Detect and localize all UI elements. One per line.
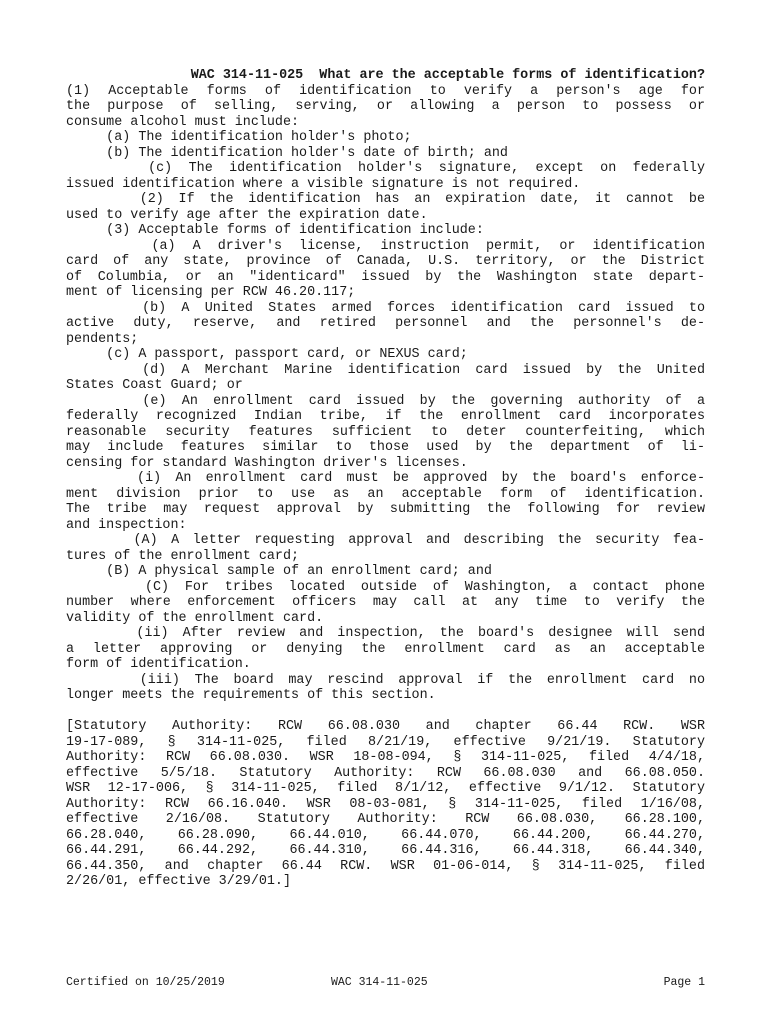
section-title: WAC 314-11-025 What are the acceptable forms of identification? <box>150 68 705 83</box>
body-line: a letter approving or denying the enrollment card as an acceptable <box>66 641 705 657</box>
page-footer <box>66 976 705 992</box>
body-line: (ii) After review and inspection, the board's designee will send <box>66 626 705 641</box>
history-line: Authority: RCW 66.08.030. WSR 18-08-094, § 314-11-025, filed 4/4/18, <box>66 750 705 765</box>
body-line: pendents; <box>66 331 139 347</box>
footer-section-id: WAC 314-11-025 <box>331 976 428 989</box>
body-line: (C) For tribes located outside of Washington, a contact phone <box>66 579 705 595</box>
body-line: The tribe may request approval by submitting the following for review <box>66 502 705 517</box>
body-line: the purpose of selling, serving, or allowing a person to possess or <box>66 99 705 114</box>
body-line: may include features similar to those used by the department of li- <box>66 440 705 455</box>
document-page <box>66 68 705 890</box>
body-line: active duty, reserve, and retired personnel and the personnel's de- <box>66 316 705 331</box>
section-body <box>66 84 705 704</box>
body-line: (b) The identification holder's date of birth; and <box>66 145 508 161</box>
body-line: tures of the enrollment card; <box>66 548 300 564</box>
body-line: number where enforcement officers may call at any time to verify the <box>66 595 705 610</box>
body-line: (c) The identification holder's signature, except on federally <box>66 161 705 176</box>
body-line: longer meets the requirements of this section. <box>66 688 436 703</box>
body-line: card of any state, province of Canada, U.S. territory, or the District <box>66 254 705 269</box>
body-line: (B) A physical sample of an enrollment card; and <box>66 564 492 579</box>
body-line: (a) A driver's license, instruction permit, or identification <box>66 238 705 254</box>
body-line: of Columbia, or an "identicard" issued by the Washington state depart- <box>66 269 705 285</box>
history-line: 2/26/01, effective 3/29/01.] <box>66 874 291 889</box>
body-line: (A) A letter requesting approval and describing the security fea- <box>66 533 705 548</box>
body-line: (i) An enrollment card must be approved by the board's enforce- <box>66 471 705 486</box>
body-line: (c) A passport, passport card, or NEXUS card; <box>66 347 468 362</box>
body-line: (2) If the identification has an expiration date, it cannot be <box>66 192 705 207</box>
statutory-history <box>66 719 705 890</box>
history-line: [Statutory Authority: RCW 66.08.030 and chapter 66.44 RCW. WSR <box>66 719 705 734</box>
body-line: (3) Acceptable forms of identification include: <box>66 223 484 238</box>
history-line: 19-17-089, § 314-11-025, filed 8/21/19, effective 9/21/19. Statutory <box>66 734 705 750</box>
page-number: Page 1 <box>663 976 705 989</box>
body-line: consume alcohol must include: <box>66 114 300 130</box>
body-line: (1) Acceptable forms of identification to verify a person's age for <box>66 83 705 99</box>
body-line: validity of the enrollment card. <box>66 610 324 626</box>
history-line: effective 2/16/08. Statutory Authority: RCW 66.08.030, 66.28.100, <box>66 812 705 827</box>
body-line: (b) A United States armed forces identification card issued to <box>66 300 705 316</box>
history-line: effective 5/5/18. Statutory Authority: RCW 66.08.030 and 66.08.050. <box>66 765 705 781</box>
certified-date: Certified on 10/25/2019 <box>66 976 225 989</box>
body-line: (a) The identification holder's photo; <box>66 130 412 145</box>
history-line: 66.44.291, 66.44.292, 66.44.310, 66.44.316, 66.44.318, 66.44.340, <box>66 843 705 858</box>
body-line: federally recognized Indian tribe, if the enrollment card incorporates <box>66 409 705 424</box>
body-line: ment division prior to use as an acceptable form of identification. <box>66 486 705 502</box>
body-line: form of identification. <box>66 657 251 672</box>
body-line: reasonable security features sufficient to deter counterfeiting, which <box>66 424 705 440</box>
body-line: and inspection: <box>66 517 187 533</box>
body-line: issued identification where a visible signature is not required. <box>66 176 581 192</box>
body-line: (d) A Merchant Marine identification card issued by the United <box>66 362 705 378</box>
paragraph-gap <box>66 704 705 720</box>
body-line: censing for standard Washington driver's licenses. <box>66 455 468 471</box>
body-line: (e) An enrollment card issued by the governing authority of a <box>66 393 705 409</box>
body-line: used to verify age after the expiration date. <box>66 207 428 223</box>
history-line: WSR 12-17-006, § 314-11-025, filed 8/1/12, effective 9/1/12. Statutory <box>66 781 705 796</box>
history-line: 66.44.350, and chapter 66.44 RCW. WSR 01-06-014, § 314-11-025, filed <box>66 858 705 874</box>
history-line: Authority: RCW 66.16.040. WSR 08-03-081, § 314-11-025, filed 1/16/08, <box>66 796 705 812</box>
history-line: 66.28.040, 66.28.090, 66.44.010, 66.44.070, 66.44.200, 66.44.270, <box>66 827 705 843</box>
body-line: ment of licensing per RCW 46.20.117; <box>66 285 356 300</box>
body-line: (iii) The board may rescind approval if the enrollment card no <box>66 672 705 688</box>
body-line: States Coast Guard; or <box>66 378 243 393</box>
